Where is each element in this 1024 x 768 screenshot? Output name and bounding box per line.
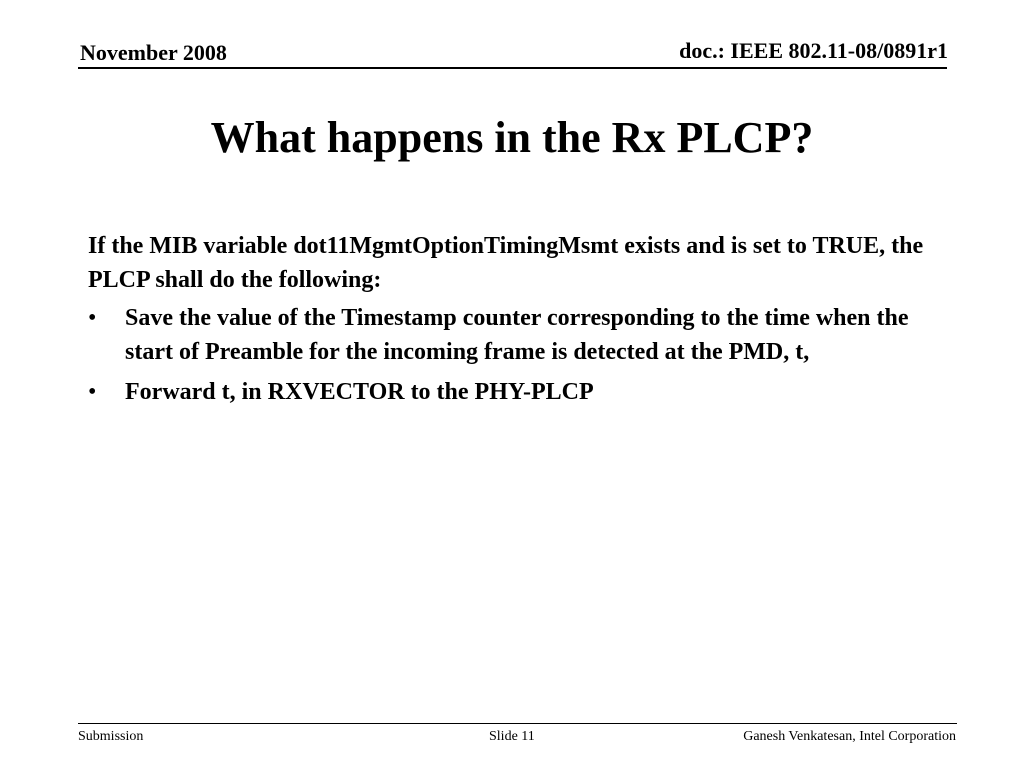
bullet-icon: • [88, 379, 97, 405]
bullet-item [88, 301, 948, 369]
intro-paragraph: If the MIB variable dot11MgmtOptionTimingMsmt exists and is set to TRUE, the PLCP shall do the following: [88, 233, 924, 293]
footer-submission: Submission [78, 729, 144, 744]
bullet-list [88, 301, 948, 409]
footer-slide-number: Slide 11 [489, 729, 535, 744]
bullet-icon: • [88, 305, 97, 331]
bullet-text: Save the value of the Timestamp counter corresponding to the time when the start of Preamble for the incoming frame is detected at the PMD, t, [125, 305, 909, 365]
bullet-text: Forward t, in RXVECTOR to the PHY-PLCP [125, 379, 594, 405]
slide-title: What happens in the Rx PLCP? [210, 113, 814, 162]
slide-body [88, 229, 948, 415]
footer-divider [78, 723, 957, 724]
header-date: November 2008 [80, 40, 227, 65]
header-divider [78, 67, 947, 69]
footer-author: Ganesh Venkatesan, Intel Corporation [743, 729, 956, 744]
header-doc-id: doc.: IEEE 802.11-08/0891r1 [679, 38, 948, 63]
bullet-item [88, 375, 948, 409]
